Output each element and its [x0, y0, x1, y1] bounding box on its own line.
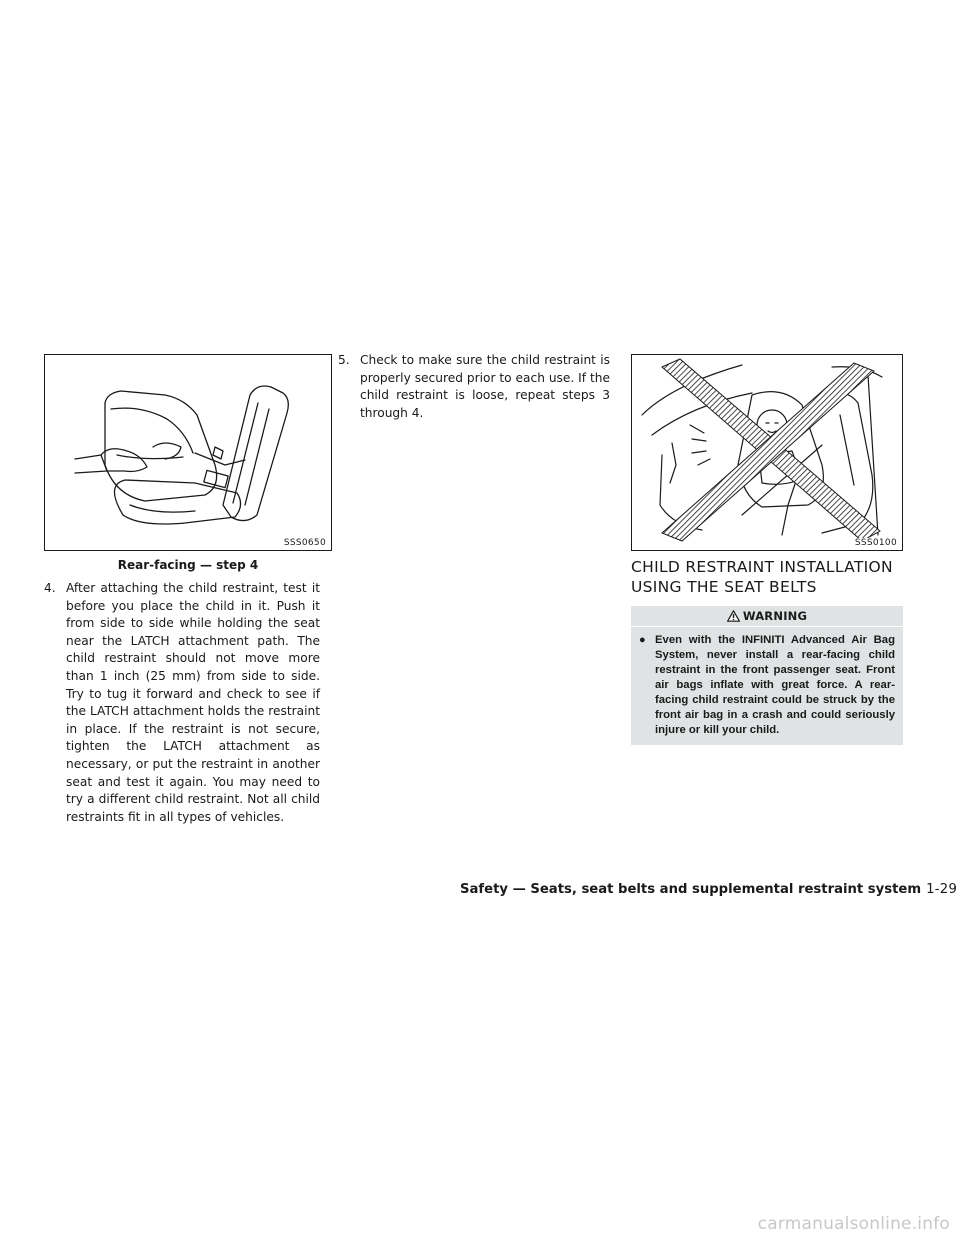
warning-heading: [631, 606, 903, 627]
figure-rear-facing-step-4: [44, 354, 332, 551]
bullet-icon: ●: [639, 634, 646, 646]
page-number: 1-29: [926, 882, 958, 897]
warning-text: Even with the INFINITI Advanced Air Bag System, never install a rear-facing child restraint in the front passenger seat. Front air bags inflate with great force. A rear-facing child restraint could be struck by the front air bag in a crash and could seriously injure or kill your child.: [655, 634, 895, 736]
step-4: [44, 580, 320, 826]
step-text: Check to make sure the child restraint is properly secured prior to each use. If the child restraint is loose, repeat steps 3 through 4.: [360, 353, 610, 420]
section-title: [631, 557, 911, 597]
crossed-out-seat-illustration: [632, 355, 902, 550]
step-number: 4.: [44, 581, 56, 595]
section-title-line-1: CHILD RESTRAINT INSTALLATION: [631, 558, 893, 576]
step-number: 5.: [338, 353, 350, 367]
step-text: After attaching the child restraint, test it before you place the child in it. Push it from side to side while holding the seat near the LATCH attachment path. The child restraint should not move more than 1 inch (25 mm) from side to side. Try to tug it forward and check to see if the LATCH attachment holds the restraint in place. If the restraint is not secure, tighten the LATCH attachment as necessary, or put the restraint in another seat and test it again. You may need to try a different child restraint. Not all child restraints fit in all types of vehicles.: [66, 581, 320, 824]
figure-caption: Rear-facing — step 4: [117, 558, 259, 572]
section-title-line-2: USING THE SEAT BELTS: [631, 578, 817, 596]
watermark: carmanualsonline.info: [757, 1214, 950, 1234]
warning-icon: [727, 610, 740, 622]
warning-box: [631, 606, 903, 745]
rear-facing-seat-illustration: [45, 355, 331, 550]
page-footer: [460, 882, 958, 897]
warning-item: [631, 627, 903, 745]
figure-code: SSS0650: [283, 538, 326, 548]
figure-code: SSS0100: [854, 538, 897, 548]
warning-heading-text: WARNING: [742, 609, 808, 623]
figure-no-rear-facing-front-seat: [631, 354, 903, 551]
footer-title: Safety — Seats, seat belts and supplemental restraint system: [460, 882, 922, 897]
step-5: [338, 352, 610, 422]
